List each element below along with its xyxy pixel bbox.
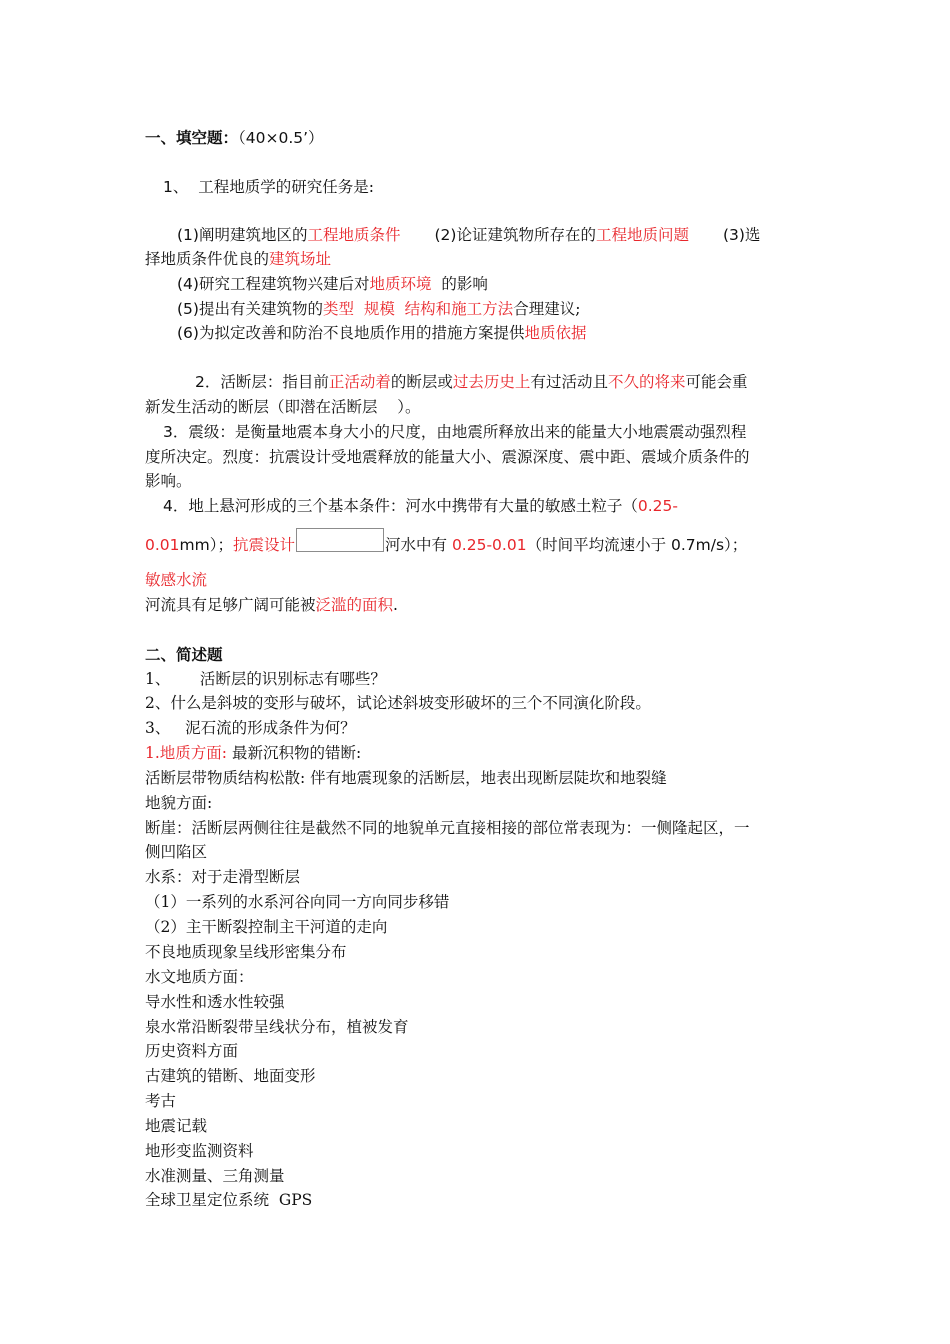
q1-items-row1: [177, 224, 760, 246]
answer-line-7: （2）主干断裂控制主干河道的走向: [145, 918, 388, 936]
section2-heading: 二、简述题: [145, 645, 223, 664]
answer-head-label: 1.地质方面:: [145, 744, 228, 762]
q1-item6-answer: 地质依据: [524, 324, 587, 342]
q2-number: 2．: [195, 373, 221, 391]
section1-title: 一、填空题：: [145, 128, 239, 147]
q4-answer2: 抗震设计: [232, 536, 295, 554]
s2-question-1: 1、 活断层的识别标志有哪些？: [145, 670, 386, 688]
q2-text-mid1: 的断层或: [390, 373, 453, 391]
answer-line-10: 导水性和透水性较强: [145, 993, 285, 1011]
answer-line-13: 古建筑的错断、地面变形: [145, 1067, 316, 1085]
answer-line-5: 水系：对于走滑型断层: [145, 868, 301, 886]
q3-text-line1: 震级：是衡量地震本身大小的尺度，由地震所释放出来的能量大小地震震动强烈程: [188, 423, 747, 441]
q4-line1: [163, 495, 678, 517]
s2-question-2: 2、什么是斜坡的变形与破坏，试论述斜坡变形破坏的三个不同演化阶段。: [145, 694, 651, 712]
q4-answer4: 敏感水流: [145, 571, 208, 589]
q1-item5: [177, 298, 580, 320]
q4-text-post: （时间平均流速小于 0.7m/s）；: [526, 536, 748, 554]
q4-unit: mm）；: [179, 536, 233, 554]
answer-head-post: 最新沉积物的错断:: [227, 744, 362, 762]
answer-line-9: 水文地质方面：: [145, 968, 254, 986]
answer-head: [145, 742, 361, 764]
answer-line-14: 考古: [145, 1092, 177, 1110]
answer-line-3: 断崖：活断层两侧往往是截然不同的地貌单元直接相接的部位常表现为：一侧隆起区，一: [145, 819, 750, 837]
q2-text-pre: 活断层：指目前: [220, 373, 329, 391]
q2-answer1: 正活动着: [328, 373, 391, 391]
q1-items-row1-cont: [145, 248, 331, 270]
q1-item4-label: (4)研究工程建筑物兴建后对: [177, 275, 370, 293]
section1-score: （40×0.5’）: [238, 129, 324, 147]
q1-item3-answer: 建筑场址: [269, 250, 332, 268]
q1-item3-text: 择地质条件优良的: [145, 250, 270, 268]
answer-line-15: 地震记载: [145, 1117, 208, 1135]
q1-item5-label: (5)提出有关建筑物的: [177, 300, 323, 318]
answer-line-2: 地貌方面:: [145, 794, 213, 812]
q1-item5-answer: 类型 规模 结构和施工方法: [322, 300, 514, 318]
q4-line4-pre: 河流具有足够广阔可能被: [145, 596, 316, 614]
q1-item3-label: (3)选: [722, 226, 761, 244]
q3-line3: 影响。: [145, 472, 192, 490]
q4-text-pre: 地上悬河形成的三个基本条件：河水中携带有大量的敏感土粒子（: [188, 497, 638, 515]
q3-number: 3．: [163, 423, 189, 441]
q3-line2: 度所决定。烈度：抗震设计受地震释放的能量大小、震源深度、震中距、震域介质条件的: [145, 448, 750, 466]
q1-item5-post: 合理建议;: [513, 300, 581, 318]
q4-answer5: 泛滥的面积: [315, 596, 394, 614]
answer-line-8: 不良地质现象呈线形密集分布: [145, 943, 347, 961]
answer-line-1: 活断层带物质结构松散: 伴有地震现象的活断层，地表出现断层陡坎和地裂缝: [145, 769, 667, 787]
s2-question-3: 3、 泥石流的形成条件为何？: [145, 719, 356, 737]
answer-line-11: 泉水常沿断裂带呈线状分布，植被发育: [145, 1018, 409, 1036]
answer-line-17: 水准测量、三角测量: [145, 1167, 285, 1185]
q4-line2: [145, 528, 747, 556]
q1-item2-label: (2)论证建筑物所存在的: [434, 226, 596, 244]
answer-line-4: 侧凹陷区: [145, 843, 208, 861]
answer-line-18: 全球卫星定位系统 GPS: [145, 1191, 313, 1209]
q4-line4: [145, 594, 398, 616]
q2-answer3: 不久的将来: [607, 373, 686, 391]
q1-stem: [163, 176, 374, 198]
q4-answer3: 0.25-0.01: [451, 536, 527, 554]
q1-number: 1、: [163, 178, 189, 196]
q1-item6-label: (6)为拟定改善和防治不良地质作用的措施方案提供: [177, 324, 525, 342]
q4-line4-post: .: [393, 596, 398, 614]
answer-input-box[interactable]: [296, 528, 384, 552]
q1-item4-post: 的影响: [441, 275, 488, 293]
q2-text-mid2: 有过活动且: [530, 373, 608, 391]
q1-item1-answer: 工程地质条件: [307, 226, 401, 244]
q1-item4-answer: 地质环境: [369, 275, 432, 293]
answer-line-6: （1）一系列的水系河谷向同一方向同步移错: [145, 893, 450, 911]
q2-text-post: 可能会重: [685, 373, 748, 391]
q1-item6: [177, 322, 586, 344]
q4-line3: [145, 569, 207, 591]
q1-item1-label: (1)阐明建筑地区的: [177, 226, 308, 244]
answer-line-16: 地形变监测资料: [145, 1142, 254, 1160]
q4-text-mid: 河水中有: [384, 536, 447, 554]
q4-number: 4．: [163, 497, 189, 515]
section1-heading: [145, 127, 324, 149]
q4-answer1b: 0.01: [145, 536, 180, 554]
q1-item4: [177, 273, 488, 295]
q2-answer2: 过去历史上: [452, 373, 531, 391]
q1-item2-answer: 工程地质问题: [595, 226, 689, 244]
answer-line-12: 历史资料方面: [145, 1042, 239, 1060]
q1-text: 工程地质学的研究任务是:: [198, 178, 374, 196]
q4-answer1a: 0.25-: [637, 497, 678, 515]
q2-line2: 新发生活动的断层（即潜在活断层 ）。: [145, 398, 421, 416]
q3-line1: [163, 421, 746, 443]
q2-line1: [195, 371, 747, 393]
